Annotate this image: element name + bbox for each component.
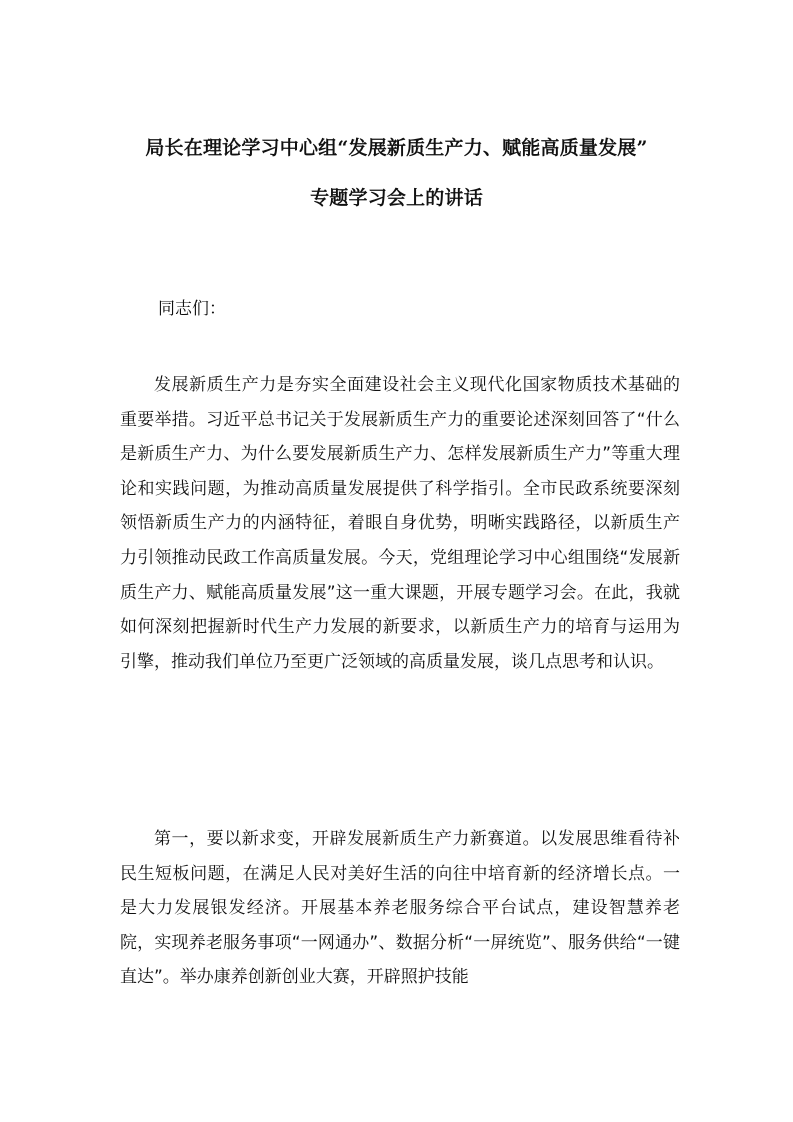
document-title-line-1: 局长在理论学习中心组“发展新质生产力、赋能高质量发展”	[145, 137, 648, 159]
document-title-line-2: 专题学习会上的讲话	[310, 187, 483, 209]
body-paragraph: 第一，要以新求变，开辟发展新质生产力新赛道。以发展思维看待补民生短板问题，在满足人民对美好生活的向往中培育新的经济增长点。一是大力发展银发经济。开展基本养老服务综合平台试点，建设智慧养老院，实现养老服务事项“一网通办”、数据分析“一屏统览”、服务供给“一键直达”。举办康养创新创业大赛，开辟照护技能	[120, 829, 680, 988]
greeting: 同志们：	[158, 299, 226, 319]
body-paragraph: 发展新质生产力是夯实全面建设社会主义现代化国家物质技术基础的重要举措。习近平总书记关于发展新质生产力的重要论述深刻回答了“什么是新质生产力、为什么要发展新质生产力、怎样发展新质生产力”等重大理论和实践问题，为推动高质量发展提供了科学指引。全市民政系统要深刻领悟新质生产力的内涵特征，着眼自身优势，明晰实践路径，以新质生产力引领推动民政工作高质量发展。今天，党组理论学习中心组围绕“发展新质生产力、赋能高质量发展”这一重大课题，开展专题学习会。在此，我就如何深刻把握新时代生产力发展的新要求，以新质生产力的培育与运用为引擎，推动我们单位乃至更广泛领域的高质量发展，谈几点思考和认识。	[120, 375, 680, 672]
